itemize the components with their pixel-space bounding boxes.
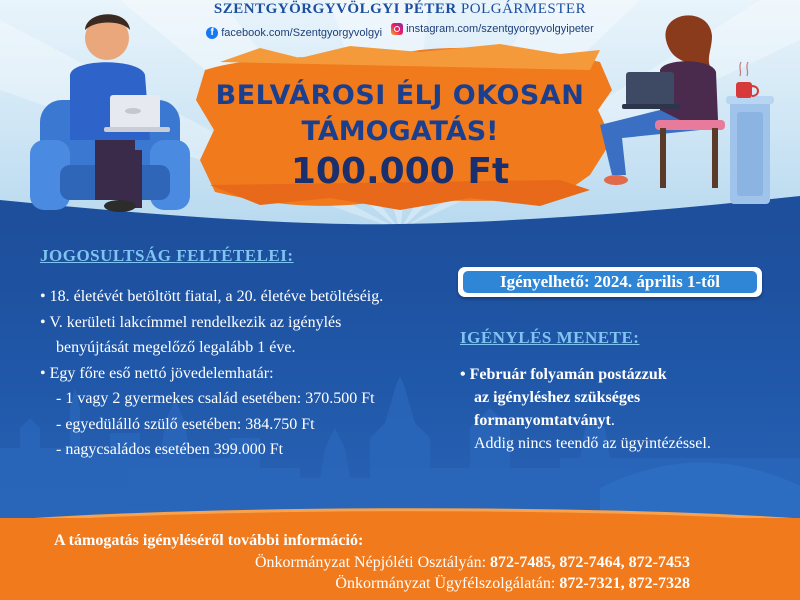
illustrations — [0, 0, 800, 228]
income-limit-single-parent: - egyedülálló szülő esetében: 384.750 Ft — [56, 415, 315, 433]
welfare-phone-numbers: 872-7485, 872-7464, 872-7453 — [490, 554, 690, 571]
info-section — [0, 228, 800, 518]
availability-text: Igényelhető: 2024. április 1-től — [463, 271, 757, 293]
process-line-1: • Február folyamán postázzuk — [460, 366, 667, 383]
footer-contact-customer-service — [335, 575, 690, 593]
person-right — [600, 15, 725, 188]
headline-line2: TÁMOGATÁS! — [301, 116, 499, 147]
requirement-address: • V. kerületi lakcímmel rendelkezik az igénylés — [40, 313, 342, 331]
availability-badge — [458, 267, 762, 297]
requirements-heading: JOGOSULTSÁG FELTÉTELEI: — [40, 246, 294, 265]
headline-amount: 100.000 Ft — [290, 151, 510, 192]
requirement-age: • 18. életévét betöltött fiatal, a 20. életéve betöltéséig. — [40, 288, 384, 305]
process-heading: IGÉNYLÉS MENETE: — [460, 328, 640, 347]
mayor-title: POLGÁRMESTER — [460, 1, 587, 17]
requirement-address-cont: benyújtását megelőző legalább 1 éve. — [56, 339, 296, 356]
requirement-income: • Egy főre eső nettó jövedelemhatár: — [40, 364, 274, 382]
process-line-4: Addig nincs teendő az ügyintézéssel. — [474, 435, 711, 452]
customer-service-label: Önkormányzat Ügyfélszolgálatán: — [335, 575, 560, 592]
footer-info — [0, 518, 800, 600]
income-limit-large-family: - nagycsaládos esetében 399.000 Ft — [56, 441, 284, 458]
process-line-3 — [460, 409, 711, 432]
footer-contact-welfare — [255, 554, 690, 572]
footer-title: A támogatás igényléséről további információ: — [54, 532, 364, 549]
instagram-text: instagram.com/szentgyorgyvolgyipeter — [406, 23, 594, 35]
customer-service-phone-numbers: 872-7321, 872-7328 — [559, 575, 690, 592]
headline-line1: BELVÁROSI ÉLJ OKOSAN — [215, 80, 585, 111]
process-line-2: az igényléshez szükséges — [474, 389, 641, 406]
top-banner — [0, 0, 800, 228]
facebook-icon: f — [206, 27, 218, 39]
income-limit-family: - 1 vagy 2 gyermekes család esetében: 370.500 Ft — [56, 390, 375, 407]
process-line-3-suffix: . — [610, 412, 615, 429]
process-list — [460, 363, 711, 455]
requirements-list — [40, 284, 383, 463]
welfare-label: Önkormányzat Népjóléti Osztályán: — [254, 554, 491, 571]
side-table — [726, 62, 774, 204]
facebook-text: facebook.com/Szentgyorgyvolgyi — [221, 27, 383, 39]
process-line-3-bold: formanyomtatványt — [474, 412, 611, 429]
mayor-name-bold: SZENTGYÖRGYVÖLGYI PÉTER — [213, 1, 457, 17]
